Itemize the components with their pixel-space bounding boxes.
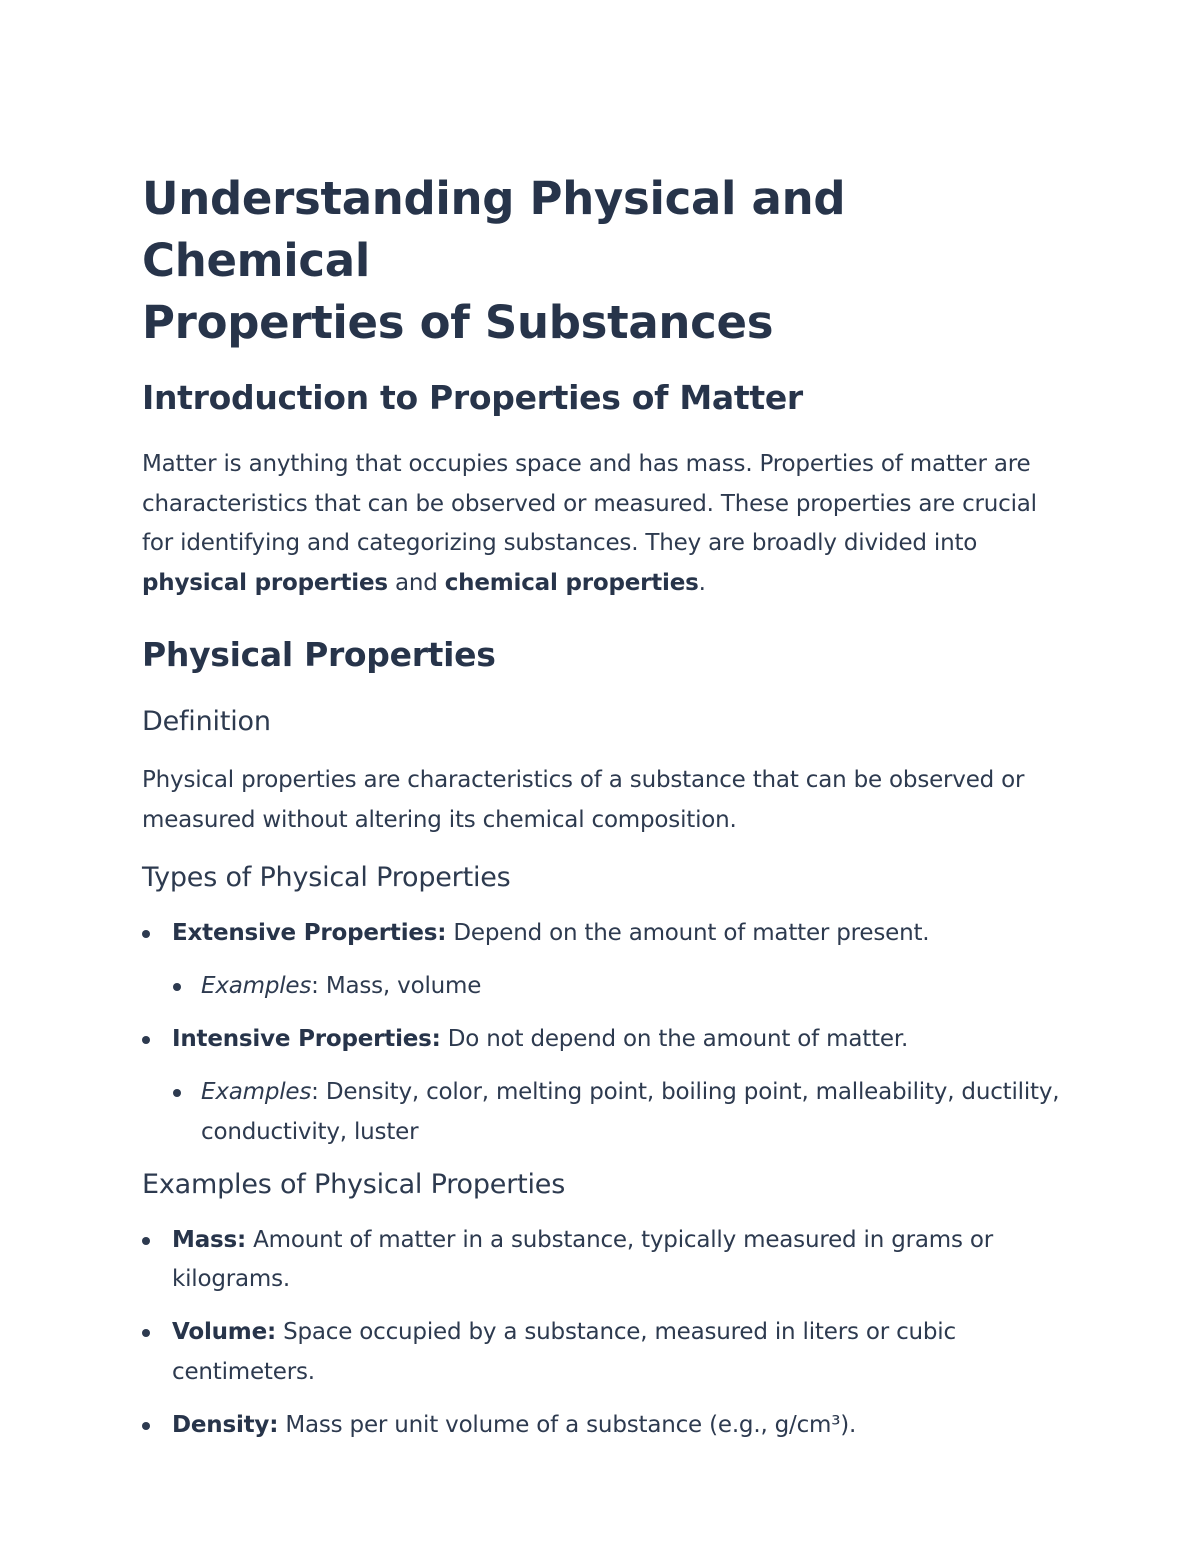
bullet-icon [173,983,181,991]
intro-heading: Introduction to Properties of Matter [142,378,803,417]
bullet-icon [173,1089,181,1097]
page-title-line1: Understanding Physical and Chemical [142,172,846,287]
list-item-label: Intensive Properties: [172,1026,441,1052]
list-item-intensive [142,1020,1072,1060]
list-item-volume [142,1313,1072,1392]
intro-text-and: and [387,569,445,596]
definition-paragraph: Physical properties are characteristics of a substance that can be observed or measured without altering its chemical composition. [142,767,1025,833]
types-heading: Types of Physical Properties [142,862,511,893]
page-title-line2: Properties of Substances [142,296,774,349]
list-item-text: Space occupied by a substance, measured in liters or cubic centimeters. [172,1319,956,1385]
examples-text: : Density, color, melting point, boiling point, malleability, ductility, conductivity, luster [201,1079,1060,1145]
bullet-icon [142,1237,150,1245]
list-item-label: Volume: [172,1319,276,1345]
list-item-intensive-examples [142,1073,1072,1152]
list-item-text: Mass per unit volume of a substance (e.g., g/cm³). [278,1411,857,1438]
definition-heading: Definition [142,706,271,737]
list-item-extensive-examples [142,967,1072,1007]
list-item-text: Do not depend on the amount of matter. [440,1026,909,1052]
examples-label: Examples [201,1079,312,1105]
list-item-label: Density: [172,1411,279,1438]
list-item-label: Extensive Properties: [172,920,447,946]
list-item-density [142,1406,1072,1446]
intro-paragraph [142,445,1072,603]
bullet-icon [142,1329,150,1337]
examples-heading: Examples of Physical Properties [142,1168,566,1200]
bullet-icon [142,930,150,938]
examples-text: : Mass, volume [311,973,482,999]
bullet-icon [142,1422,150,1430]
list-item-mass [142,1221,1072,1300]
physical-properties-heading: Physical Properties [142,635,496,674]
list-item-text: Amount of matter in a substance, typically measured in grams or kilograms. [172,1226,994,1292]
examples-label: Examples [201,973,312,999]
intro-text: Matter is anything that occupies space and has mass. Properties of matter are characteristics that can be observed or measured. These properties are crucial for identifying and categorizing substances. They are broadly divided into [142,451,1037,556]
list-item-extensive [142,914,1072,954]
intro-text-end: . [698,569,706,596]
intro-bold-physical: physical properties [142,569,388,596]
intro-bold-chemical: chemical properties [444,569,699,596]
list-item-text: Depend on the amount of matter present. [446,920,930,946]
bullet-icon [142,1036,150,1044]
types-list [142,914,1072,1152]
document-page [142,168,1072,1459]
examples-list [142,1221,1072,1446]
list-item-label: Mass: [172,1226,246,1253]
page-title [142,168,1072,354]
